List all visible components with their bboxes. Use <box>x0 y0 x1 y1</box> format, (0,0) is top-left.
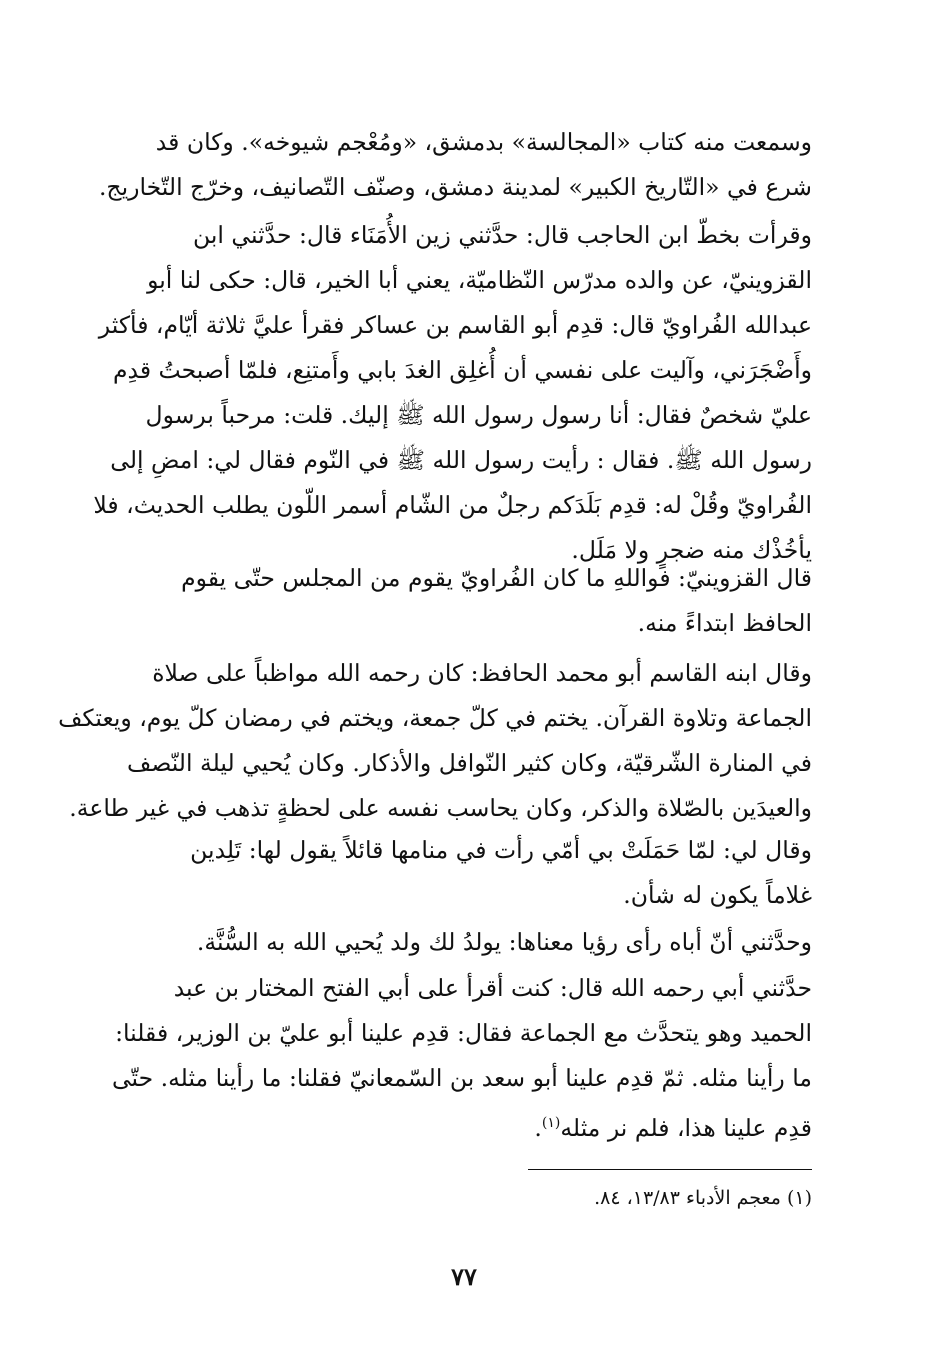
text-line: وقال لي: لمّا حَمَلَتْ بي أمّي رأت في منامها قائلاً يقول لها: تَلِدين <box>190 836 812 864</box>
text-line: عبدالله الفُراويّ قال: قدِم أبو القاسم بن عساكر فقرأ عليَّ ثلاثة أيّام، فأكثر <box>98 311 812 339</box>
paragraph-3 <box>100 556 812 646</box>
footnote: (١) معجم الأدباء ١٣/٨٣، ٨٤. <box>594 1187 812 1209</box>
text-line: الجماعة وتلاوة القرآن. يختم في كلّ جمعة، ويختم في رمضان كلّ يوم، ويعتكف <box>58 704 812 732</box>
text-line: ما رأينا مثله. ثمّ قدِم علينا أبو سعد بن السّمعانيّ فقلنا: ما رأينا مثله. حتّى <box>111 1064 812 1092</box>
text-line: عليّ شخصٌ فقال: أنا رسول رسول الله ﷺ إليك. قلت: مرحباً برسول <box>145 401 812 429</box>
paragraph-7 <box>100 966 812 1151</box>
paragraph-5 <box>100 828 812 918</box>
text-line: الحافظ ابتداءً منه. <box>637 609 812 637</box>
text-line: الفُراويّ وقُلْ له: قدِم بَلَدَكم رجلٌ من الشّام أسمر اللّون يطلب الحديث، فلا <box>93 491 812 519</box>
text-line: في المنارة الشّرقيّة، وكان كثير النّوافل والأذكار. وكان يُحيي ليلة النّصف <box>127 749 812 777</box>
text-line: وسمعت منه كتاب «المجالسة» بدمشق، «ومُعْجم شيوخه». وكان قد <box>155 128 812 156</box>
text-line: الحميد وهو يتحدَّث مع الجماعة فقال: قدِم علينا أبو عليّ بن الوزير، فقلنا: <box>115 1019 812 1047</box>
text-segment: . <box>534 1113 542 1142</box>
text-line: حدَّثني أبي رحمه الله قال: كنت أقرأ على أبي الفتح المختار بن عبد <box>173 974 812 1002</box>
text-line: وأَضْجَرَني، وآليت على نفسي أن أُغلِق الغدَ بابي وأَمتنِع، فلمّا أصبحتُ قدِم <box>112 356 812 384</box>
text-line: يأخُذْك منه ضجرٍ ولا مَلَل. <box>571 536 812 564</box>
text-line: قال القزوينيّ: فواللهِ ما كان الفُراويّ يقوم من المجلس حتّى يقوم <box>181 564 812 592</box>
footnote-divider <box>528 1169 812 1170</box>
paragraph-6 <box>100 920 812 965</box>
text-line: وقال ابنه القاسم أبو محمد الحافظ: كان رحمه الله مواظباً على صلاة <box>152 659 812 687</box>
text-segment: قدِم علينا هذا، فلم نر مثله <box>560 1113 812 1142</box>
footnote-reference[interactable]: (١) <box>541 1115 561 1131</box>
page-number: ٧٧ <box>451 1262 477 1291</box>
text-line: غلاماً يكون له شأن. <box>623 881 812 909</box>
text-line: وقرأت بخطّ ابن الحاجب قال: حدَّثني زين الأُمَنَاء قال: حدَّثني ابن <box>193 221 812 249</box>
text-line: والعيدَين بالصّلاة والذكر، وكان يحاسب نفسه على لحظةٍ تذهب في غير طاعة. <box>69 794 812 822</box>
text-line-with-note <box>100 1101 812 1151</box>
paragraph-4 <box>58 651 812 831</box>
paragraph-2 <box>93 213 812 573</box>
text-line: رسول الله ﷺ. فقال : رأيت رسول الله ﷺ في النّوم فقال لي: امضِ إلى <box>110 446 812 474</box>
text-line: شرع في «التّاريخ الكبير» لمدينة دمشق، وصنّف التّصانيف، وخرّج التّخاريج. <box>98 173 812 201</box>
paragraph-1 <box>100 120 812 210</box>
text-line: وحدَّثني أنّ أباه رأى رؤيا معناها: يولدُ لك ولد يُحيي الله به السُّنَّة. <box>196 928 812 956</box>
text-line: القزوينيّ، عن والده مدرّس النّظاميّة، يعني أبا الخير، قال: حكى لنا أبو <box>147 266 812 294</box>
